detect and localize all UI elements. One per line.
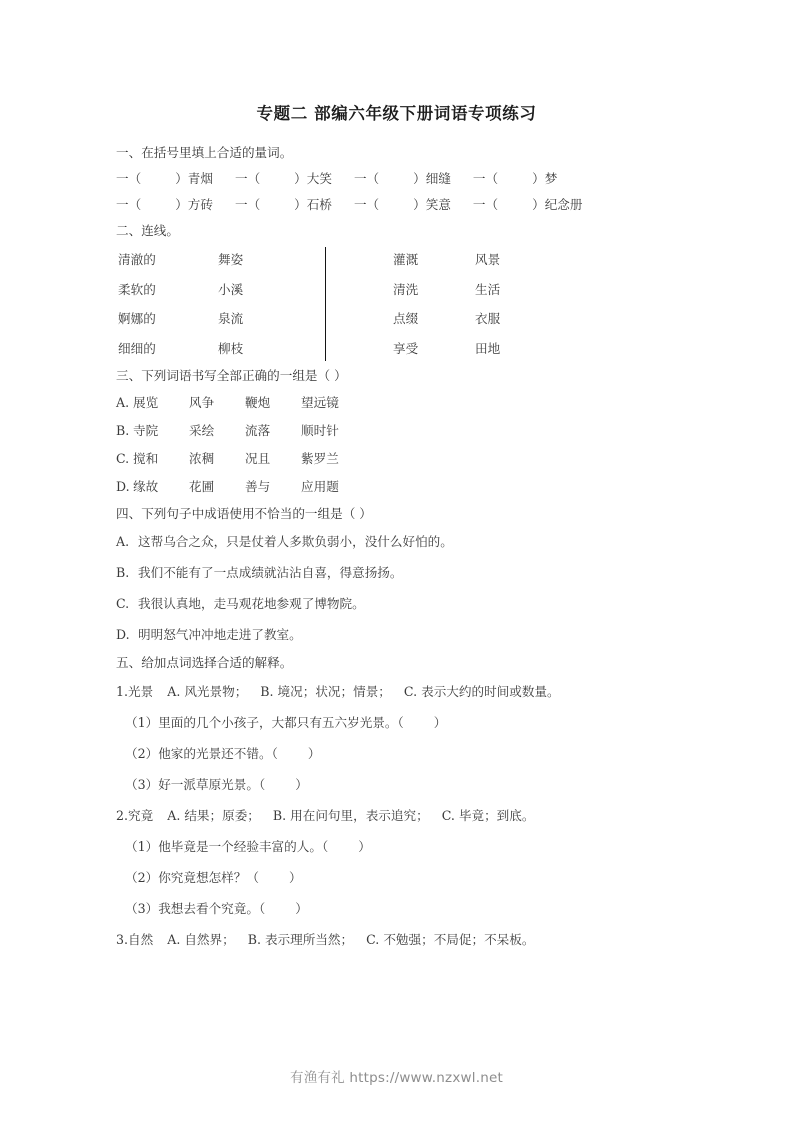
- example-number: （3）: [125, 900, 159, 916]
- option-label: A.: [116, 394, 130, 410]
- measure-prefix: 一（: [234, 170, 261, 186]
- option-label: C.: [116, 596, 130, 611]
- measure-suffix: ）方砖: [175, 196, 213, 212]
- measure-suffix: ）笑意: [413, 196, 451, 212]
- entry-definition: C. 不勉强；不局促；不呆板。: [366, 931, 535, 947]
- measure-prefix: 一（: [116, 170, 142, 186]
- section3-option-a[interactable]: [116, 389, 676, 417]
- entry-definition: A. 风光景物；: [167, 683, 248, 699]
- example-text: 我想去看个究竟。（: [158, 900, 266, 916]
- measure-prefix: 一（: [472, 196, 499, 212]
- matching-term[interactable]: 点缀: [393, 311, 419, 326]
- option-sentence: 我很认真地，走马观花地参观了博物院。: [138, 596, 365, 611]
- option-word: 应用题: [301, 478, 339, 494]
- section4-option-b[interactable]: [116, 557, 676, 588]
- section5-entry-1: [116, 676, 676, 707]
- entry-number: 2.: [116, 807, 129, 823]
- example-text: 他家的光景还不错。（: [158, 745, 278, 761]
- entry-word: 光景: [128, 683, 154, 699]
- option-label: A.: [116, 534, 130, 549]
- measure-item: [473, 192, 583, 218]
- option-sentence: 这帮乌合之众，只是仗着人多欺负弱小，没什么好怕的。: [138, 534, 453, 549]
- measure-prefix: 一（: [353, 196, 380, 212]
- measure-suffix: ）青烟: [175, 170, 213, 186]
- section3-option-c[interactable]: [116, 445, 676, 473]
- matching-term[interactable]: 舞姿: [218, 252, 244, 267]
- section5-entry-1-example-2: [116, 738, 676, 769]
- matching-term[interactable]: 清澈的: [118, 252, 156, 267]
- entry-definition: A. 自然界；: [167, 931, 235, 947]
- section5-heading: 五、给加点词选择合适的解释。: [116, 655, 293, 670]
- section1-heading: 一、在括号里填上合适的量词。: [116, 145, 293, 160]
- matching-term[interactable]: 田地: [475, 340, 501, 356]
- measure-item: [354, 166, 451, 192]
- matching-term[interactable]: 灌溉: [393, 252, 419, 267]
- matching-term[interactable]: 柔软的: [118, 281, 156, 297]
- example-close: ）: [307, 745, 321, 761]
- measure-suffix: ）细缝: [413, 170, 451, 186]
- section1-row-1: [116, 166, 676, 192]
- option-word: 望远镜: [301, 394, 339, 410]
- option-word: 采绘: [189, 422, 215, 438]
- measure-item: [116, 166, 213, 192]
- matching-term[interactable]: 清洗: [393, 281, 419, 297]
- section5-entry-2-example-1: [116, 831, 676, 862]
- example-close: ）: [358, 838, 371, 854]
- measure-prefix: 一（: [472, 170, 499, 186]
- option-label: C.: [116, 450, 130, 466]
- option-word: 顺时针: [301, 422, 339, 438]
- option-word: 善与: [245, 478, 271, 494]
- matching-term[interactable]: 生活: [475, 281, 501, 297]
- entry-definition: B. 表示理所当然；: [247, 931, 354, 947]
- measure-item: [473, 166, 557, 192]
- site-watermark: 有渔有礼 https://www.nzxwl.net: [290, 1070, 503, 1086]
- option-label: D.: [116, 478, 130, 494]
- example-number: （2）: [125, 869, 159, 885]
- section2-heading: 二、连线。: [116, 222, 179, 238]
- section5-entry-2: [116, 800, 676, 831]
- section5-entry-1-example-1: [116, 707, 676, 738]
- section3-heading: 三、下列词语书写全部正确的一组是（ ）: [116, 368, 347, 383]
- measure-suffix: ）石桥: [294, 196, 332, 212]
- option-word: 缘故: [133, 478, 159, 494]
- matching-term[interactable]: 享受: [393, 340, 419, 356]
- example-close: ）: [295, 900, 308, 916]
- measure-item: [354, 192, 451, 218]
- section5-entry-2-example-3: [116, 893, 676, 924]
- entry-word: 自然: [128, 931, 154, 947]
- example-number: （2）: [125, 745, 159, 761]
- option-word: 况且: [245, 450, 271, 466]
- option-word: 风争: [189, 394, 215, 410]
- section1-row-2: [116, 192, 676, 218]
- example-close: ）: [288, 869, 302, 885]
- option-sentence: 我们不能有了一点成绩就沾沾自喜，得意扬扬。: [138, 565, 403, 580]
- page-title: 专题二 部编六年级下册词语专项练习: [256, 104, 537, 123]
- section4-heading: 四、下列句子中成语使用不恰当的一组是（ ）: [116, 505, 372, 521]
- measure-item: [116, 192, 213, 218]
- entry-definition: B. 境况；状况；情景；: [260, 683, 391, 699]
- entry-definition: C. 表示大约的时间或数量。: [403, 683, 560, 699]
- entry-definition: B. 用在问句里，表示追究；: [272, 807, 429, 823]
- option-word: 寺院: [133, 422, 159, 438]
- matching-exercise: [116, 245, 676, 363]
- worksheet-content: [116, 140, 676, 955]
- example-text: 你究竟想怎样？（: [158, 869, 259, 885]
- option-label: D.: [116, 627, 130, 642]
- measure-prefix: 一（: [116, 196, 142, 212]
- matching-term[interactable]: 风景: [475, 252, 501, 267]
- section3-option-b[interactable]: [116, 417, 676, 445]
- example-number: （3）: [125, 776, 159, 792]
- matching-column-left-1: [118, 245, 156, 363]
- entry-word: 究竟: [128, 807, 154, 823]
- matching-column-left-2: [218, 245, 243, 363]
- section4-option-a[interactable]: [116, 526, 676, 557]
- section3-option-d[interactable]: [116, 473, 676, 501]
- example-number: （1）: [125, 838, 159, 854]
- example-close: ）: [295, 776, 308, 792]
- matching-column-right-2: [475, 245, 500, 363]
- option-word: 搅和: [133, 450, 159, 466]
- measure-prefix: 一（: [353, 170, 380, 186]
- entry-number: 1.: [116, 683, 129, 699]
- option-word: 鞭炮: [245, 394, 271, 410]
- section5-entry-3: [116, 924, 676, 955]
- entry-number: 3.: [116, 931, 129, 947]
- example-number: （1）: [125, 714, 159, 730]
- section4-option-c[interactable]: [116, 588, 676, 619]
- option-word: 流落: [245, 422, 271, 438]
- example-close: ）: [433, 714, 447, 730]
- section5-entry-1-example-3: [116, 769, 676, 800]
- matching-term[interactable]: 柳枝: [218, 340, 244, 356]
- measure-prefix: 一（: [234, 196, 261, 212]
- matching-term[interactable]: 衣服: [475, 311, 501, 326]
- matching-term[interactable]: 泉流: [218, 311, 244, 326]
- measure-suffix: ）大笑: [294, 170, 332, 186]
- option-word: 浓稠: [189, 450, 215, 466]
- matching-column-right-1: [393, 245, 418, 363]
- option-label: B.: [116, 565, 130, 580]
- matching-term[interactable]: 细细的: [118, 340, 156, 356]
- measure-suffix: ）纪念册: [532, 196, 583, 212]
- matching-term[interactable]: 小溪: [218, 281, 244, 297]
- example-text: 里面的几个小孩子，大都只有五六岁光景。（: [158, 714, 404, 730]
- measure-item: [235, 192, 332, 218]
- section4-option-d[interactable]: [116, 619, 676, 650]
- example-text: 好一派草原光景。（: [158, 776, 266, 792]
- option-word: 紫罗兰: [301, 450, 339, 466]
- option-label: B.: [116, 422, 130, 438]
- matching-term[interactable]: 婀娜的: [118, 311, 156, 326]
- measure-suffix: ）梦: [532, 170, 558, 186]
- example-text: 他毕竟是一个经验丰富的人。（: [158, 838, 329, 854]
- matching-divider: [325, 247, 326, 361]
- entry-definition: C. 毕竟；到底。: [441, 807, 535, 823]
- section5-entry-2-example-2: [116, 862, 676, 893]
- measure-item: [235, 166, 332, 192]
- option-word: 展览: [133, 394, 159, 410]
- option-word: 花圃: [189, 478, 215, 494]
- option-sentence: 明明怒气冲冲地走进了教室。: [138, 627, 302, 642]
- entry-definition: A. 结果；原委；: [167, 807, 260, 823]
